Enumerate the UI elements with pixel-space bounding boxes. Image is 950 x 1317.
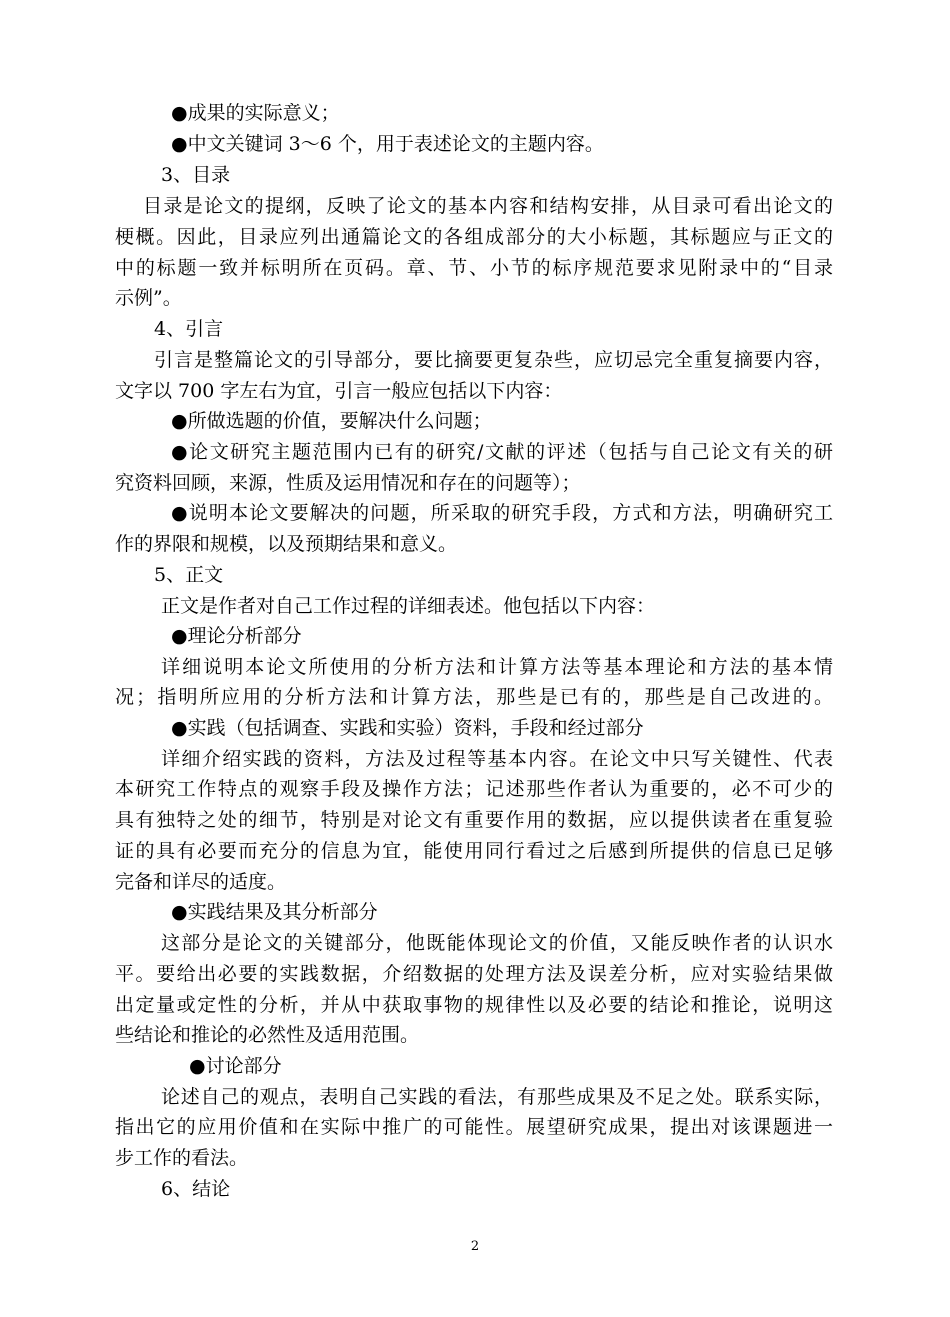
text-line: 本研究工作特点的观察手段及操作方法；记述那些作者认为重要的，必不可少的 [115,778,835,800]
text-line: ●实践结果及其分析部分 [171,901,378,923]
text-line: 正文是作者对自己工作过程的详细表述。他包括以下内容： [161,595,656,617]
text-line: ●成果的实际意义； [171,102,340,124]
text-line: 这部分是论文的关键部分，他既能体现论文的价值，又能反映作者的认识水 [161,932,835,954]
text-line: 具有独特之处的细节，特别是对论文有重要作用的数据，应以提供读者在重复验 [115,809,835,831]
text-line: ●说明本论文要解决的问题，所采取的研究手段，方式和方法，明确研究工 [171,502,835,524]
text-line: 3、目录 [161,164,231,186]
page-number: 2 [470,1239,480,1254]
text-line: 详细说明本论文所使用的分析方法和计算方法等基本理论和方法的基本情 [161,656,836,678]
text-line: 中的标题一致并标明所在页码。章、节、小节的标序规范要求见附录中的“目录 [115,257,835,279]
text-line: 些结论和推论的必然性及适用范围。 [115,1024,420,1046]
text-line: 详细介绍实践的资料，方法及过程等基本内容。在论文中只写关键性、代表 [161,748,835,770]
text-line: ●中文关键词 3～6 个，用于表述论文的主题内容。 [171,133,604,155]
text-line: 4、引言 [154,318,224,340]
text-line: 证的具有必要而充分的信息为宜，能使用同行看过之后感到所提供的信息已足够 [115,840,835,862]
text-line: ●理论分析部分 [171,625,302,647]
text-line: 引言是整篇论文的引导部分，要比摘要更复杂些，应切忌完全重复摘要内容， [154,349,834,371]
text-line: 示例”。 [115,287,182,309]
text-line: 指出它的应用价值和在实际中推广的可能性。展望研究成果，提出对该课题进一 [115,1116,835,1138]
text-line: 平。要给出必要的实践数据，介绍数据的处理方法及误差分析，应对实验结果做 [115,963,835,985]
text-line: 文字以 700 字左右为宜，引言一般应包括以下内容： [115,380,563,402]
text-line: ●实践（包括调查、实践和实验）资料，手段和经过部分 [171,717,644,739]
text-line: ●所做选题的价值，要解决什么问题； [171,410,492,432]
text-line: 出定量或定性的分析，并从中获取事物的规律性以及必要的结论和推论，说明这 [115,994,835,1016]
text-line: 论述自己的观点，表明自己实践的看法，有那些成果及不足之处。联系实际， [161,1086,834,1108]
text-line: 步工作的看法。 [115,1147,249,1169]
text-line: 5、正文 [154,564,224,586]
text-line: 梗概。因此，目录应列出通篇论文的各组成部分的大小标题，其标题应与正文的 [115,226,835,248]
text-line: 6、结论 [161,1178,231,1200]
text-line: 作的界限和规模，以及预期结果和意义。 [115,533,458,555]
text-line: 目录是论文的提纲，反映了论文的基本内容和结构安排，从目录可看出论文的 [143,195,835,217]
text-line: 完备和详尽的适度。 [115,871,287,893]
text-line: 究资料回顾，来源，性质及运用情况和存在的问题等）； [115,472,581,494]
text-line: ●讨论部分 [189,1055,282,1077]
text-line: ●论文研究主题范围内已有的研究/文献的评述（包括与自己论文有关的研 [171,441,835,463]
text-line: 况；指明所应用的分析方法和计算方法，那些是已有的，那些是自己改进的。 [115,686,836,708]
